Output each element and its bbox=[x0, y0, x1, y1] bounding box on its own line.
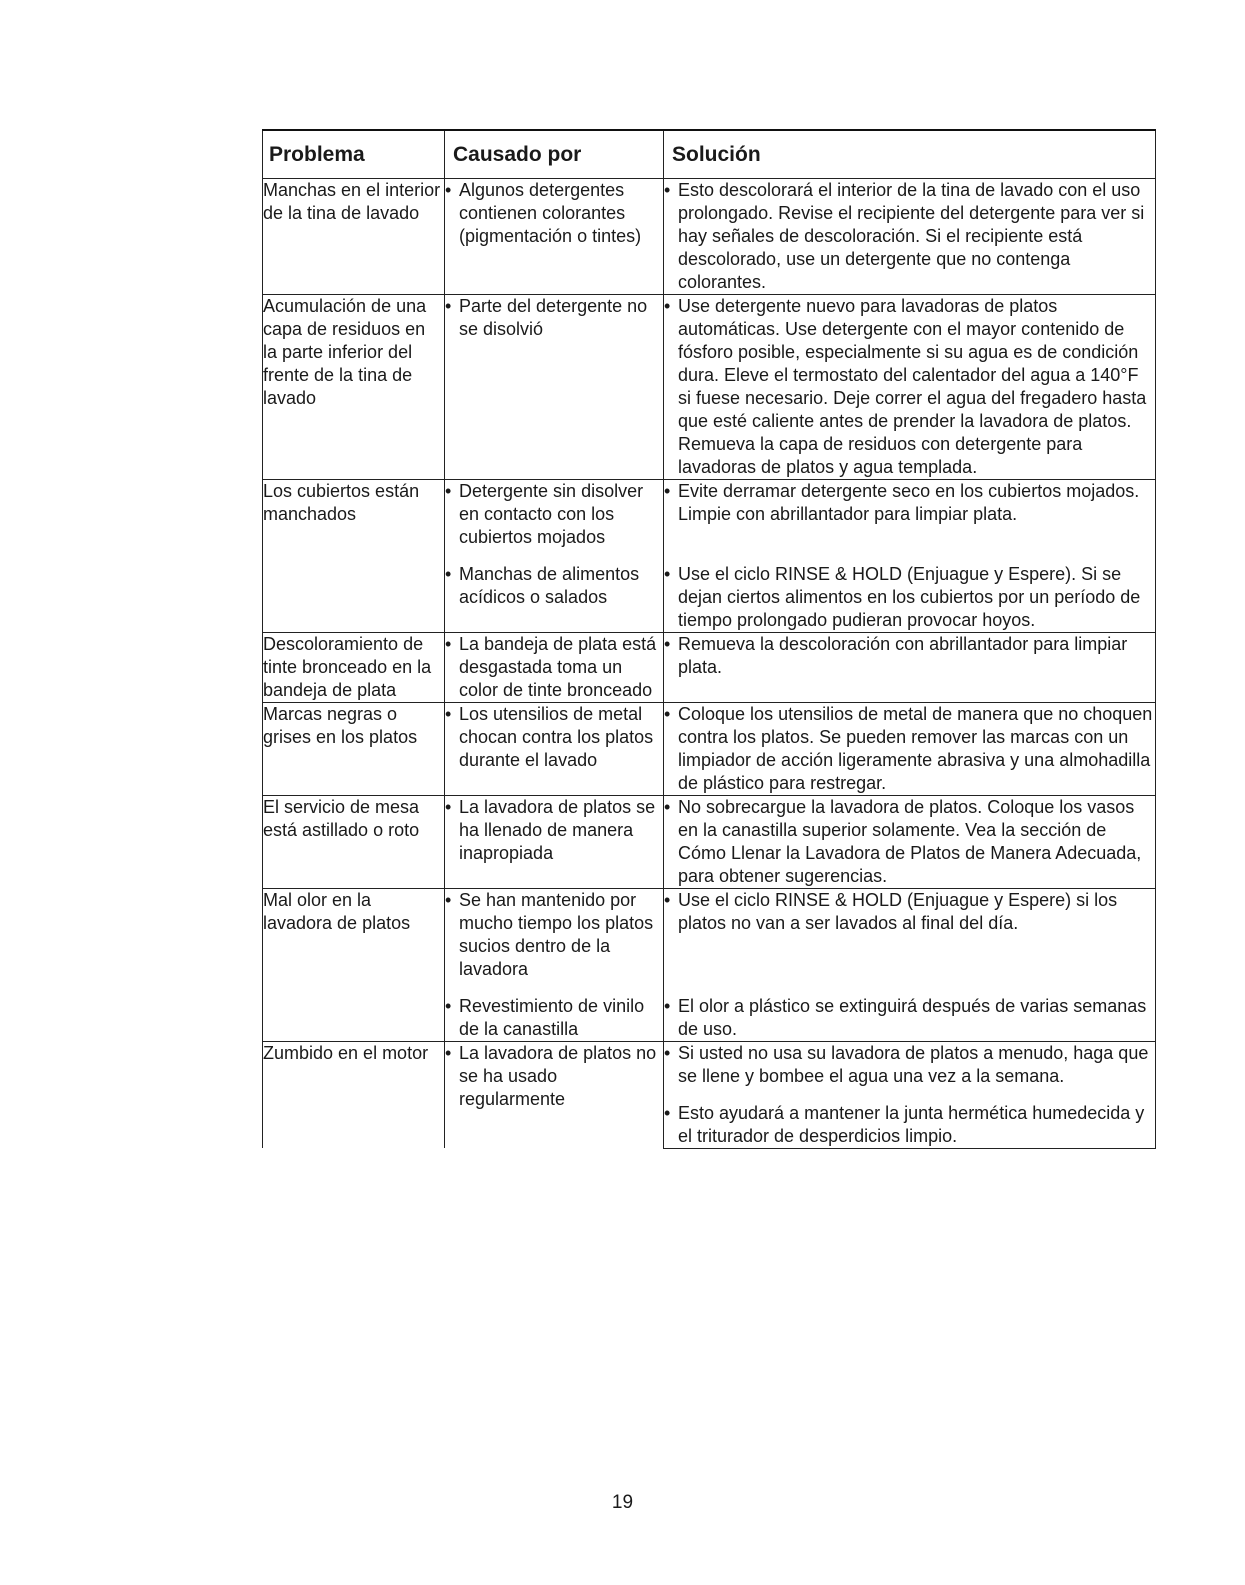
solution-item bbox=[664, 889, 1155, 935]
cause-text: Algunos detergentes contienen colorantes (pigmentación o tintes) bbox=[459, 179, 642, 246]
bullet-icon: • bbox=[664, 563, 671, 584]
cause-cell bbox=[445, 702, 664, 795]
bullet-icon: • bbox=[664, 480, 671, 501]
solution-item bbox=[664, 1102, 1155, 1148]
solution-text: El olor a plástico se extinguirá después de varias semanas de uso. bbox=[678, 995, 1147, 1039]
cause-item bbox=[445, 995, 663, 1041]
problem-cell: Manchas en el interior de la tina de lavado bbox=[263, 178, 445, 294]
bullet-icon: • bbox=[445, 995, 452, 1016]
solution-cell bbox=[664, 479, 1156, 549]
solution-cell bbox=[664, 795, 1156, 888]
solution-cell bbox=[664, 888, 1156, 981]
problem-cell: Marcas negras o grises en los platos bbox=[263, 702, 445, 795]
bullet-icon: • bbox=[664, 889, 671, 910]
solution-item bbox=[664, 796, 1155, 888]
cause-item bbox=[445, 179, 663, 248]
solution-item bbox=[664, 480, 1155, 526]
bullet-icon: • bbox=[664, 995, 671, 1016]
solution-text: Use el ciclo RINSE & HOLD (Enjuague y Espere) si los platos no van a ser lavados al final del día. bbox=[678, 889, 1118, 933]
cause-item bbox=[445, 633, 663, 702]
problem-cell: El servicio de mesa está astillado o roto bbox=[263, 795, 445, 888]
solution-cell bbox=[664, 549, 1156, 633]
solution-item bbox=[664, 633, 1155, 679]
bullet-icon: • bbox=[445, 703, 452, 724]
solution-cell bbox=[664, 702, 1156, 795]
solution-item bbox=[664, 995, 1155, 1041]
table-row bbox=[263, 632, 1156, 702]
solution-item bbox=[664, 1042, 1155, 1088]
cause-text: La bandeja de plata está desgastada toma un color de tinte bronceado bbox=[459, 633, 657, 700]
table-row bbox=[263, 888, 1156, 1041]
solution-item bbox=[664, 295, 1155, 479]
cause-item bbox=[445, 480, 663, 549]
cause-cell bbox=[445, 981, 664, 1042]
table-header bbox=[263, 130, 1156, 178]
bullet-icon: • bbox=[445, 295, 452, 316]
bullet-icon: • bbox=[445, 1042, 452, 1063]
solution-text: Esto descolorará el interior de la tina de lavado con el uso prolongado. Revise el recipiente del detergente para ver si hay señales de descoloración. Si el recipiente está descolorado, use un detergente que no contenga colorantes. bbox=[678, 179, 1145, 292]
table-row bbox=[263, 702, 1156, 795]
bullet-icon: • bbox=[664, 703, 671, 724]
cause-cell bbox=[445, 178, 664, 294]
bullet-icon: • bbox=[664, 179, 671, 200]
troubleshooting-table bbox=[262, 129, 1156, 1149]
problem-cell: Los cubiertos están manchados bbox=[263, 479, 445, 632]
solution-item bbox=[664, 179, 1155, 294]
bullet-icon: • bbox=[445, 480, 452, 501]
solution-text: Esto ayudará a mantener la junta hermética humedecida y el triturador de desperdicios limpio. bbox=[678, 1102, 1145, 1146]
cause-cell bbox=[445, 549, 664, 633]
cause-item bbox=[445, 889, 663, 981]
cause-cell bbox=[445, 1041, 664, 1148]
cause-cell bbox=[445, 632, 664, 702]
solution-text: Evite derramar detergente seco en los cubiertos mojados. Limpie con abrillantador para limpiar plata. bbox=[678, 480, 1140, 524]
solution-text: Use detergente nuevo para lavadoras de platos automáticas. Use detergente con el mayor contenido de fósforo posible, especialmente si su agua es de condición dura. Eleve el termostato del calentador del agua a 140°F si fuese necesario. Deje correr el agua del fregadero hasta que esté caliente antes de prender la lavadora de platos. Remueva la capa de residuos con detergente para lavadoras de platos y agua templada. bbox=[678, 295, 1147, 477]
bullet-icon: • bbox=[664, 796, 671, 817]
cause-text: La lavadora de platos se ha llenado de manera inapropiada bbox=[459, 796, 656, 863]
solution-item bbox=[664, 563, 1155, 632]
bullet-icon: • bbox=[664, 1042, 671, 1063]
header-solution: Solución bbox=[664, 130, 1156, 178]
cause-item bbox=[445, 796, 663, 865]
cause-item bbox=[445, 1042, 663, 1111]
cause-text: Detergente sin disolver en contacto con los cubiertos mojados bbox=[459, 480, 644, 547]
solution-text: Coloque los utensilios de metal de manera que no choquen contra los platos. Se pueden remover las marcas con un limpiador de acción ligeramente abrasiva y una almohadilla de plástico para restregar. bbox=[678, 703, 1153, 793]
problem-cell: Zumbido en el motor bbox=[263, 1041, 445, 1148]
table-row bbox=[263, 178, 1156, 294]
cause-cell bbox=[445, 888, 664, 981]
table-row bbox=[263, 795, 1156, 888]
solution-text: Si usted no usa su lavadora de platos a menudo, haga que se llene y bombee el agua una vez a la semana. bbox=[678, 1042, 1149, 1086]
header-problem: Problema bbox=[263, 130, 445, 178]
page-number: 19 bbox=[611, 1492, 634, 1513]
solution-item bbox=[664, 703, 1155, 795]
solution-cell bbox=[664, 1041, 1156, 1088]
solution-text: No sobrecargue la lavadora de platos. Coloque los vasos en la canastilla superior solamente. Vea la sección de Cómo Llenar la Lavadora de Platos de Manera Adecuada, para obtener sugerencias. bbox=[678, 796, 1142, 886]
problem-cell: Mal olor en la lavadora de platos bbox=[263, 888, 445, 1041]
cause-item bbox=[445, 295, 663, 341]
cause-item bbox=[445, 703, 663, 772]
cause-item bbox=[445, 563, 663, 609]
bullet-icon: • bbox=[664, 295, 671, 316]
cause-cell bbox=[445, 294, 664, 479]
solution-cell bbox=[664, 294, 1156, 479]
cause-text: Manchas de alimentos acídicos o salados bbox=[459, 563, 640, 607]
problem-cell: Descoloramiento de tinte bronceado en la bandeja de plata bbox=[263, 632, 445, 702]
header-row bbox=[263, 130, 1156, 178]
solution-cell bbox=[664, 178, 1156, 294]
solution-cell bbox=[664, 1088, 1156, 1149]
bullet-icon: • bbox=[445, 889, 452, 910]
solution-text: Remueva la descoloración con abrillantador para limpiar plata. bbox=[678, 633, 1128, 677]
cause-cell bbox=[445, 795, 664, 888]
solution-cell bbox=[664, 981, 1156, 1042]
table-row bbox=[263, 479, 1156, 632]
header-cause: Causado por bbox=[445, 130, 664, 178]
cause-cell bbox=[445, 479, 664, 549]
problem-cell: Acumulación de una capa de residuos en la parte inferior del frente de la tina de lavado bbox=[263, 294, 445, 479]
bullet-icon: • bbox=[445, 563, 452, 584]
cause-text: Parte del detergente no se disolvió bbox=[459, 295, 648, 339]
solution-text: Use el ciclo RINSE & HOLD (Enjuague y Espere). Si se dejan ciertos alimentos en los cubiertos por un período de tiempo prolongado pudieran provocar hoyos. bbox=[678, 563, 1141, 630]
solution-cell bbox=[664, 632, 1156, 702]
bullet-icon: • bbox=[664, 633, 671, 654]
bullet-icon: • bbox=[445, 179, 452, 200]
table-row bbox=[263, 1041, 1156, 1148]
bullet-icon: • bbox=[445, 633, 452, 654]
cause-text: Se han mantenido por mucho tiempo los platos sucios dentro de la lavadora bbox=[459, 889, 654, 979]
cause-text: Revestimiento de vinilo de la canastilla bbox=[459, 995, 645, 1039]
bullet-icon: • bbox=[664, 1102, 671, 1123]
cause-text: La lavadora de platos no se ha usado regularmente bbox=[459, 1042, 657, 1109]
bullet-icon: • bbox=[445, 796, 452, 817]
cause-text: Los utensilios de metal chocan contra los platos durante el lavado bbox=[459, 703, 654, 770]
table-row bbox=[263, 294, 1156, 479]
